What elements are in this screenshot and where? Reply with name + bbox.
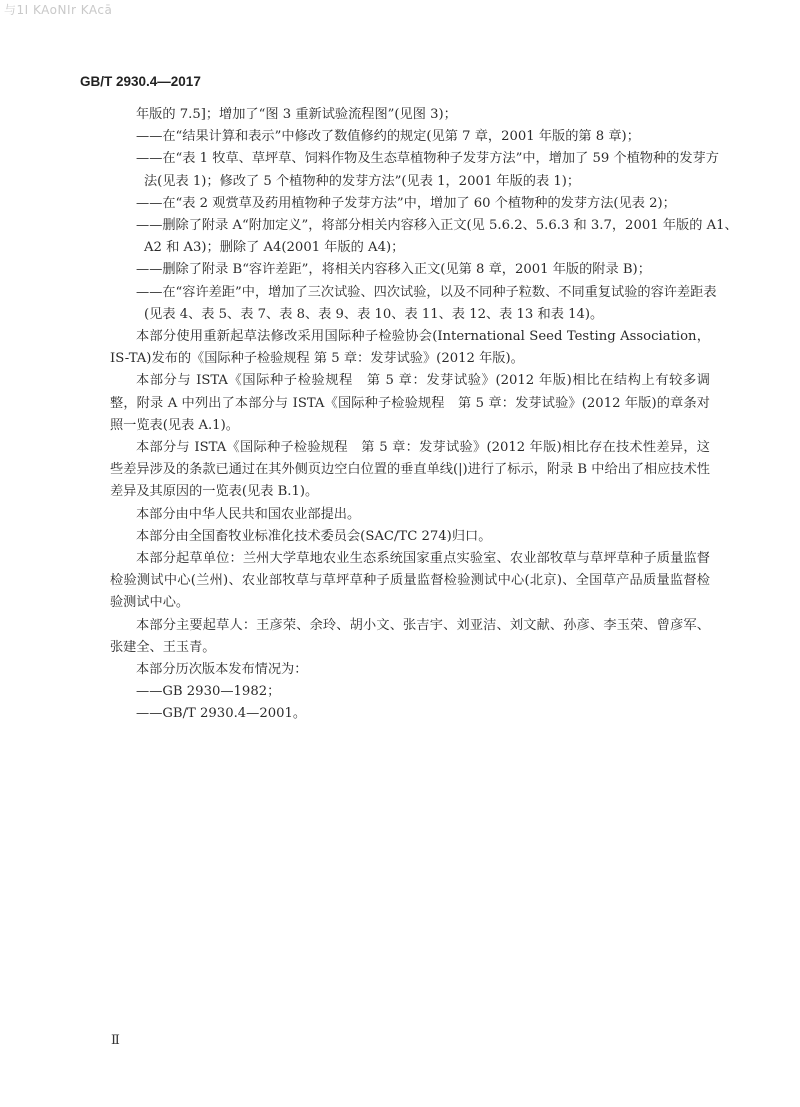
- paragraph-committee: 本部分由全国畜牧业标准化技术委员会(SAC/TC 274)归口。: [136, 528, 492, 544]
- text-line: 年版的 7.5]；增加了“图 3 重新试验流程图”(见图 3)；: [136, 107, 457, 122]
- paragraph-proposer: 本部分由中华人民共和国农业部提出。: [136, 506, 361, 522]
- site-watermark: 与1I KAoNIr KAcā: [4, 3, 113, 17]
- change-item-continuation: (见表 4、表 5、表 7、表 8、表 9、表 10、表 11、表 12、表 13 和表 14)。: [144, 306, 604, 322]
- standard-number-header: GB/T 2930.4—2017: [80, 74, 201, 89]
- paragraph-technical-differences: 本部分与 ISTA《国际种子检验规程 第 5 章：发芽试验》(2012 年版)相比存在技术性差异，这些差异涉及的条款已通过在其外侧页边空白位置的垂直单线(|)进行了标示，附录 B 中给出了相应技术性差异及其原因的一览表(见表 B.1)。: [110, 440, 710, 500]
- change-item: ——在“表 2 观赏草及药用植物种子发芽方法”中，增加了 60 个植物种的发芽方法(见表 2)；: [136, 195, 676, 211]
- paragraph-history-intro: 本部分历次版本发布情况为：: [136, 662, 308, 678]
- history-item: ——GB 2930—1982；: [136, 684, 281, 700]
- change-item-continuation: A2 和 A3)；删除了 A4(2001 年版的 A4)；: [144, 240, 405, 256]
- history-item: ——GB/T 2930.4—2001。: [136, 706, 307, 722]
- change-item: ——在“结果计算和表示”中修改了数值修约的规定(见第 7 章，2001 年版的第 8 章)；: [136, 129, 640, 145]
- paragraph-drafting-units: 本部分起草单位：兰州大学草地农业生态系统国家重点实验室、农业部牧草与草坪草种子质量监督检验测试中心(兰州)、农业部牧草与草坪草种子质量监督检验测试中心(北京)、全国草产品质量监督检验测试中心。: [110, 551, 710, 611]
- foreword-content: [110, 104, 738, 726]
- change-item: ——在“容许差距”中，增加了三次试验、四次试验，以及不同种子粒数、不同重复试验的容许差距表: [136, 284, 717, 300]
- change-item: ——在“表 1 牧草、草坪草、饲料作物及生态草植物种子发芽方法”中，增加了 59 个植物种的发芽方: [136, 151, 719, 167]
- page-number: Ⅱ: [111, 1033, 120, 1048]
- change-item-continuation: 法(见表 1)；修改了 5 个植物种的发芽方法”(见表 1，2001 年版的表 1)；: [144, 173, 581, 189]
- change-item: ——删除了附录 A“附加定义”，将部分相关内容移入正文(见 5.6.2、5.6.3 和 3.7，2001 年版的 A1、: [136, 218, 738, 234]
- paragraph-structure: 本部分与 ISTA《国际种子检验规程 第 5 章：发芽试验》(2012 年版)相比在结构上有较多调整，附录 A 中列出了本部分与 ISTA《国际种子检验规程 第 5 章：发芽试验》(2012 年版)的章条对照一览表(见表 A.1)。: [110, 373, 710, 433]
- paragraph-adoption: 本部分使用重新起草法修改采用国际种子检验协会(International Seed Testing Association，IS-TA)发布的《国际种子检验规程 第 5 章：发芽试验》(2012 年版)。: [110, 329, 710, 367]
- change-item: ——删除了附录 B“容许差距”，将相关内容移入正文(见第 8 章，2001 年版的附录 B)；: [136, 262, 651, 278]
- paragraph-drafters: 本部分主要起草人：王彦荣、余玲、胡小文、张吉宇、刘亚洁、刘文献、孙彦、李玉荣、曾彦军、张建全、王玉青。: [110, 617, 710, 655]
